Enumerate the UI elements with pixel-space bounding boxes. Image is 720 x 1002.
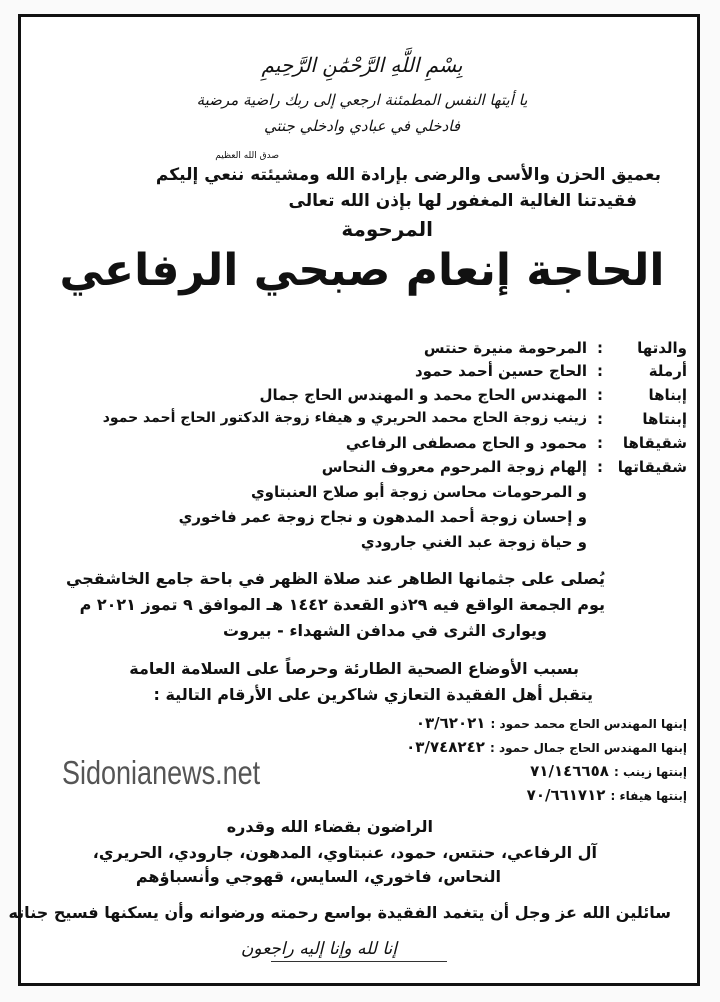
sisters-continuation-3: و حياة زوجة عبد الغني جارودي (360, 533, 587, 551)
intro-line-1: بعميق الحزن والأسى والرضى بإرادة الله ومشيئته ننعي إليكم (155, 165, 661, 185)
number-label: إبنتها هيفاء : (610, 789, 687, 803)
intro-line-2: فقيدتنا الغالية المغفور لها بإذن الله تعالى (288, 191, 637, 211)
number-label: إبنها المهندس الحاج محمد حمود : (490, 717, 687, 731)
relative-value: زينب زوجة الحاج محمد الحريري و هيفاء زوجة الدكتور الحاج أحمد حمود (102, 410, 587, 426)
relative-value: الحاج حسين أحمد حمود (414, 362, 587, 380)
site-watermark: Sidonianews.net (62, 754, 261, 792)
marhuma-heading: المرحومة (341, 217, 433, 241)
relative-row-mother (27, 339, 687, 361)
relative-colon: : (597, 410, 603, 428)
relative-label: أرملة (648, 362, 687, 380)
number-value: ٧٠/٦٦١٧١٢ (526, 786, 606, 804)
quran-verse-line-2: فادخلي في عبادي وادخلي جنتي (263, 117, 461, 135)
deceased-name: الحاجة إنعام صبحي الرفاعي (59, 245, 665, 296)
obituary-frame (8, 14, 700, 986)
relative-label: شقيقاتها (617, 458, 687, 476)
relative-value: المرحومة منيرة حنتس (423, 339, 587, 357)
relative-value: المهندس الحاج محمد و المهندس الحاج جمال (259, 386, 587, 404)
calligraphy-underline (271, 961, 447, 962)
prayer-line-1: يُصلى على جثمانها الطاهر عند صلاة الظهر في باحة جامع الخاشقجي (66, 569, 605, 588)
prayer-line-2: يوم الجمعة الواقع فيه ٢٩ذو القعدة ١٤٤٢ هـ الموافق ٩ تموز ٢٠٢١ م (79, 595, 605, 614)
condolence-number-row (406, 737, 687, 756)
relative-label: إبناها (648, 386, 687, 404)
relative-row-brothers (27, 434, 687, 456)
inna-lillah-calligraphy: إنا لله وإنا إليه راجعون (240, 939, 397, 959)
quran-verse-line-1: يا أيتها النفس المطمئنة ارجعي إلى ربك راضية مرضية (196, 91, 528, 109)
relative-colon: : (597, 434, 603, 452)
condolence-number-row (530, 761, 687, 780)
number-value: ٧١/١٤٦٦٥٨ (530, 762, 609, 780)
number-value: ٠٣/٦٢٠٢١ (415, 714, 486, 732)
relative-colon: : (597, 386, 603, 404)
notice-line-1: بسبب الأوضاع الصحية الطارئة وحرصاً على السلامة العامة (129, 659, 579, 678)
relative-label: شقيقاها (622, 434, 687, 452)
relative-row-sons (27, 386, 687, 408)
basmala-calligraphy: بِسْمِ اللَّهِ الرَّحْمَٰنِ الرَّحِيمِ (261, 53, 463, 77)
prayer-line-3: ويوارى الثرى في مدافن الشهداء - بيروت (223, 621, 547, 640)
closing-title: الراضون بقضاء الله وقدره (226, 817, 433, 836)
relative-colon: : (597, 362, 603, 380)
number-label: إبنها المهندس الحاج جمال حمود : (489, 741, 687, 755)
relative-label: والدتها (637, 339, 687, 357)
relative-value: محمود و الحاج مصطفى الرفاعي (345, 434, 587, 452)
notice-line-2: يتقبل أهل الفقيدة التعازي شاكرين على الأرقام التالية : (153, 685, 593, 704)
condolence-number-row (416, 713, 687, 732)
number-label: إبنتها زينب : (613, 765, 687, 779)
sisters-continuation-1: و المرحومات محاسن زوجة أبو صلاح العنبتاوي (250, 483, 587, 501)
families-line-1: آل الرفاعي، حنتس، حمود، عنبتاوي، المدهون، جارودي، الحريري، (92, 843, 597, 862)
relative-colon: : (597, 339, 603, 357)
condolence-number-row (527, 785, 687, 804)
families-line-2: النحاس، فاخوري، السايس، قهوجي وأنسباؤهم (135, 867, 501, 886)
sadaq-allah-note: صدق الله العظيم (215, 151, 279, 161)
sisters-continuation-2: و إحسان زوجة أحمد المدهون و نجاح زوجة عمر فاخوري (178, 508, 587, 526)
relative-row-sisters (27, 458, 687, 480)
relative-row-daughters (27, 410, 687, 432)
relative-value: إلهام زوجة المرحوم معروف النحاس (321, 458, 587, 476)
number-value: ٠٣/٧٤٨٢٤٢ (406, 738, 485, 756)
closing-prayer: سائلين الله عز وجل أن يتغمد الفقيدة بواسع رحمته ورضوانه وأن يسكنها فسيح جناته (8, 903, 671, 922)
relative-label: إبنتاها (642, 410, 687, 428)
relative-colon: : (597, 458, 603, 476)
relative-row-widow-of (27, 362, 687, 384)
